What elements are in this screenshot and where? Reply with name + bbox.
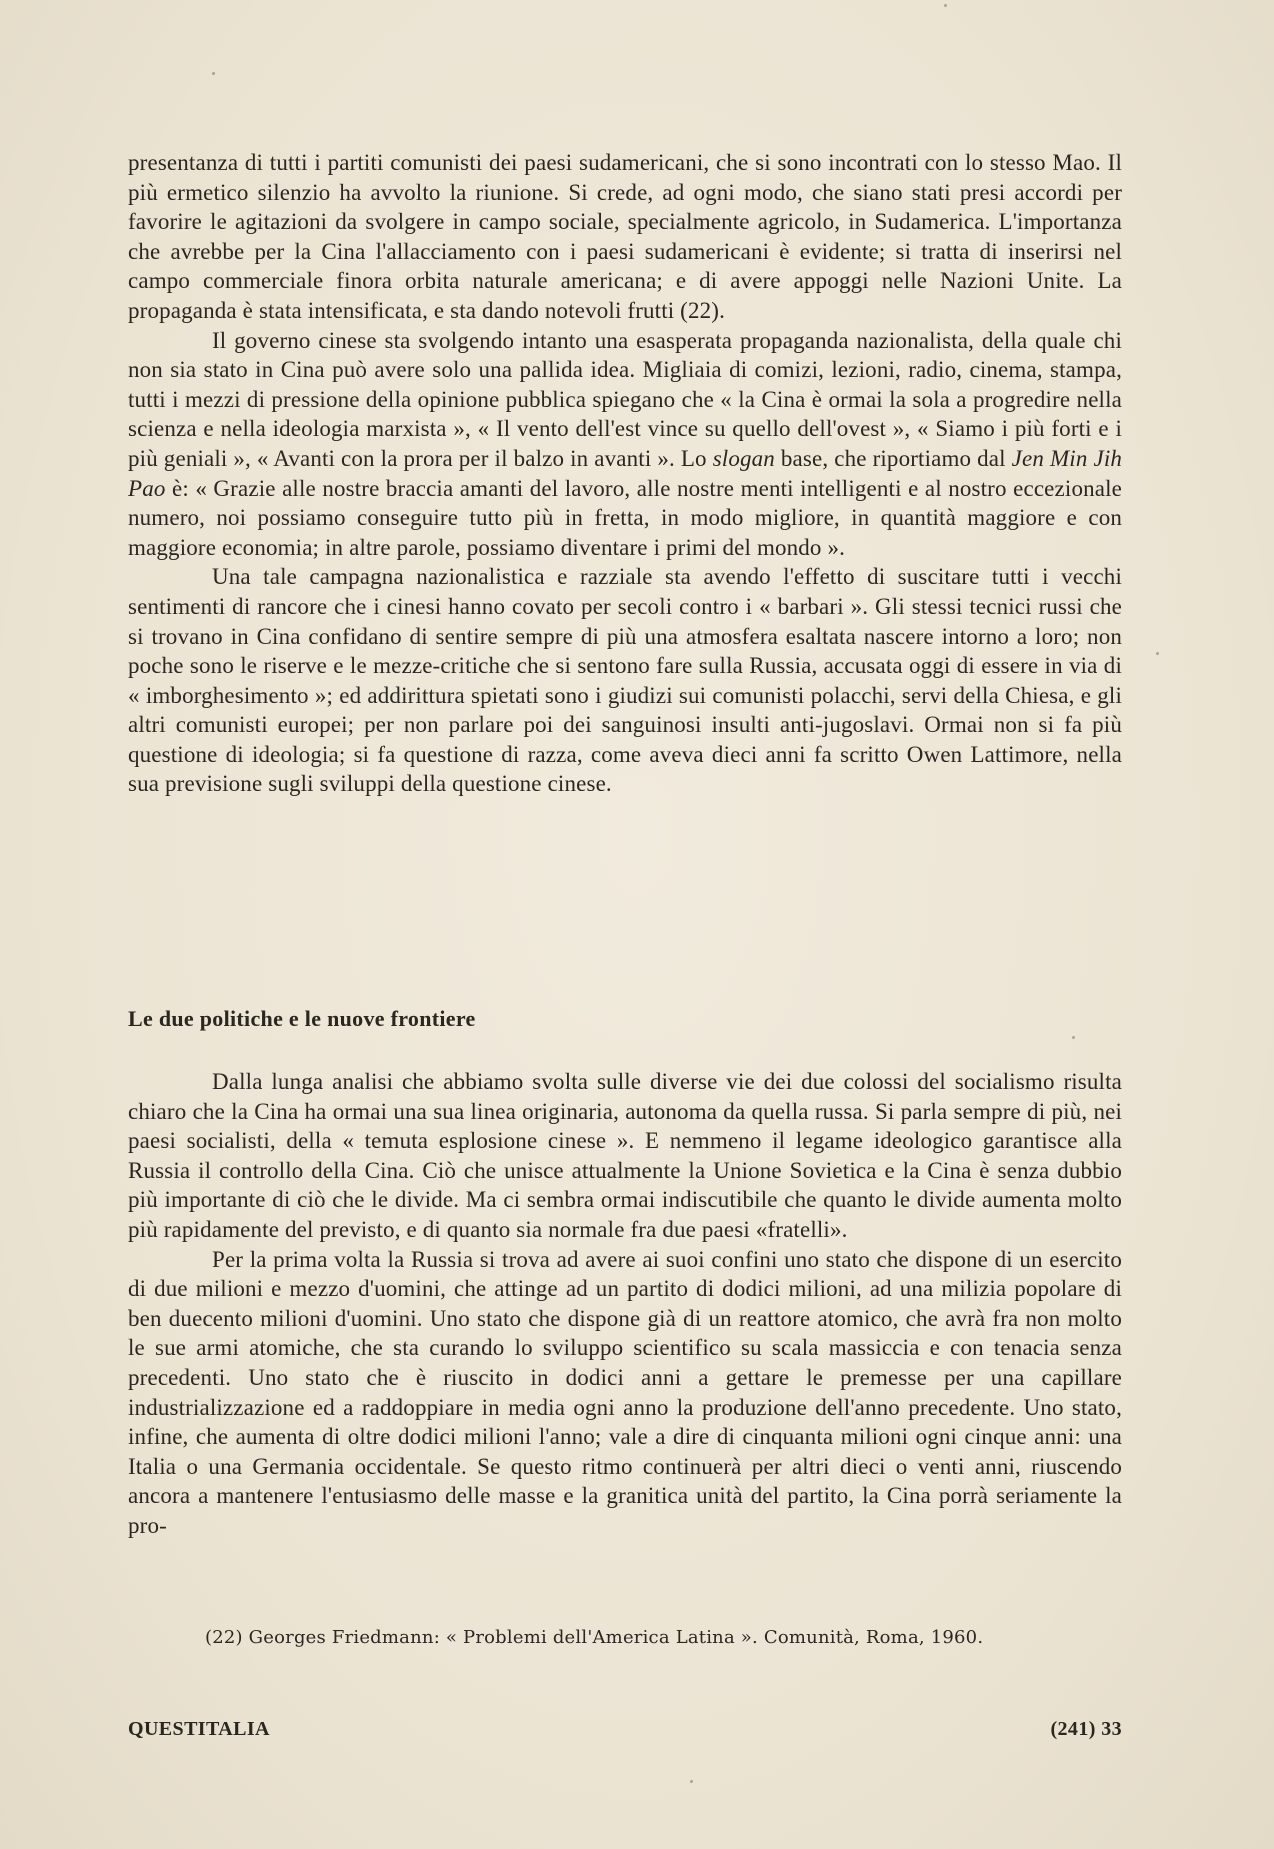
paper-speck (1156, 652, 1159, 655)
paragraph-text: è: « Grazie alle nostre braccia amanti del lavoro, alle nostre menti intelligenti e al nostro eccezionale numero, noi possiamo conseguire tutto più in fretta, in modo migliore, in quantità maggiore e con maggiore economia; in altre parole, possiamo diventare i primi del mondo ». (128, 475, 1122, 560)
paper-speck (690, 1780, 693, 1783)
paragraph-text: base, che riportiamo dal (774, 445, 1012, 471)
page-number: (241) 33 (1050, 1718, 1122, 1740)
article-body-top (128, 148, 1122, 799)
paragraph: Per la prima volta la Russia si trova ad avere ai suoi confini uno stato che dispone di un esercito di due milioni e mezzo d'uomini, che attinge ad un partito di dodici milioni, ad una milizia popolare di ben duecento milioni d'uomini. Uno stato che dispone già di un reattore atomico, che avrà fra non molto le sue armi atomiche, che sta curando lo sviluppo scientifico su scala massiccia e con tenacia senza precedenti. Uno stato che è riuscito in dodici anni a gettare le premesse per una capillare industrializzazione ed a raddoppiare in media ogni anno la produzione dell'anno precedente. Uno stato, infine, che aumenta di oltre dodici milioni l'anno; vale a dire di cinquanta milioni ogni cinque anni: una Italia o una Germania occidentale. Se questo ritmo continuerà per altri dieci o venti anni, riuscendo ancora a mantenere l'entusiasmo delle masse e la granitica unità del partito, la Cina porrà seriamente la pro- (128, 1246, 1122, 1538)
paragraph: presentanza di tutti i partiti comunisti dei paesi sudamericani, che si sono incontrati con lo stesso Mao. Il più ermetico silenzio ha avvolto la riunione. Si crede, ad ogni modo, che siano stati presi accordi per favorire le agitazioni da svolgere in campo sociale, specialmente agricolo, in Sudamerica. L'importanza che avrebbe per la Cina l'allacciamento con i paesi sudamericani è evidente; si tratta di inserirsi nel campo commerciale finora orbita naturale americana; e di avere appoggi nelle Nazioni Unite. La propaganda è stata intensificata, e sta dando notevoli frutti (22). (128, 150, 1122, 323)
paper-speck (212, 72, 215, 75)
paper-speck (944, 4, 947, 7)
paper-speck (1072, 1036, 1075, 1039)
newspaper-name: Jen Min Jih Pao (128, 445, 1123, 501)
slogan-word: slogan (712, 445, 775, 471)
paragraph: Dalla lunga analisi che abbiamo svolta sulle diverse vie dei due colossi del socialismo risulta chiaro che la Cina ha ormai una sua linea originaria, autonoma da quella russa. Si parla sempre di più, nei paesi socialisti, della « temuta esplosione cinese ». E nemmeno il legame ideologico garantisce alla Russia il controllo della Cina. Ciò che unisce attualmente la Unione Sovietica e la Cina è senza dubbio più importante di ciò che le divide. Ma ci sembra ormai indiscutibile che quanto le divide aumenta molto più rapidamente del previsto, e di quanto sia normale fra due paesi «fratelli». (128, 1069, 1122, 1242)
paragraph-text: Il governo cinese sta svolgendo intanto una esasperata propaganda nazionalista, della quale chi non sia stato in Cina può avere solo una pallida idea. Migliaia di comizi, lezioni, radio, cinema, stampa, tutti i mezzi di pressione della opinione pubblica spiegano che « la Cina è ormai la sola a progredire nella scienza e nella ideologia marxista », « Il vento dell'est vince su quello dell'ovest », « Siamo i più forti e i più geniali », « Avanti con la prora per il balzo in avanti ». Lo (128, 327, 1122, 471)
paragraph (128, 326, 1122, 563)
footnote: (22) Georges Friedmann: « Problemi dell'America Latina ». Comunità, Roma, 1960. (205, 1627, 984, 1648)
paragraph: Una tale campagna nazionalistica e razziale sta avendo l'effetto di suscitare tutti i vecchi sentimenti di rancore che i cinesi hanno covato per secoli contro i « barbari ». Gli stessi tecnici russi che si trovano in Cina confidano di sentire sempre di più una atmosfera esaltata nascere intorno a loro; non poche sono le riserve e le mezze-critiche che si sentono fare sulla Russia, accusata oggi di essere in via di « imborghesimento »; ed addirittura spietati sono i giudizi sui comunisti polacchi, servi della Chiesa, e gli altri comunisti europei; per non parlare poi dei sanguinosi insulti anti-jugoslavi. Ormai non si fa più questione di ideologia; si fa questione di razza, come aveva dieci anni fa scritto Owen Lattimore, nella sua previsione sugli sviluppi della questione cinese. (128, 564, 1122, 797)
journal-name: QUESTITALIA (128, 1718, 270, 1740)
article-body-section (128, 1067, 1122, 1541)
section-heading: Le due politiche e le nuove frontiere (128, 1006, 476, 1031)
